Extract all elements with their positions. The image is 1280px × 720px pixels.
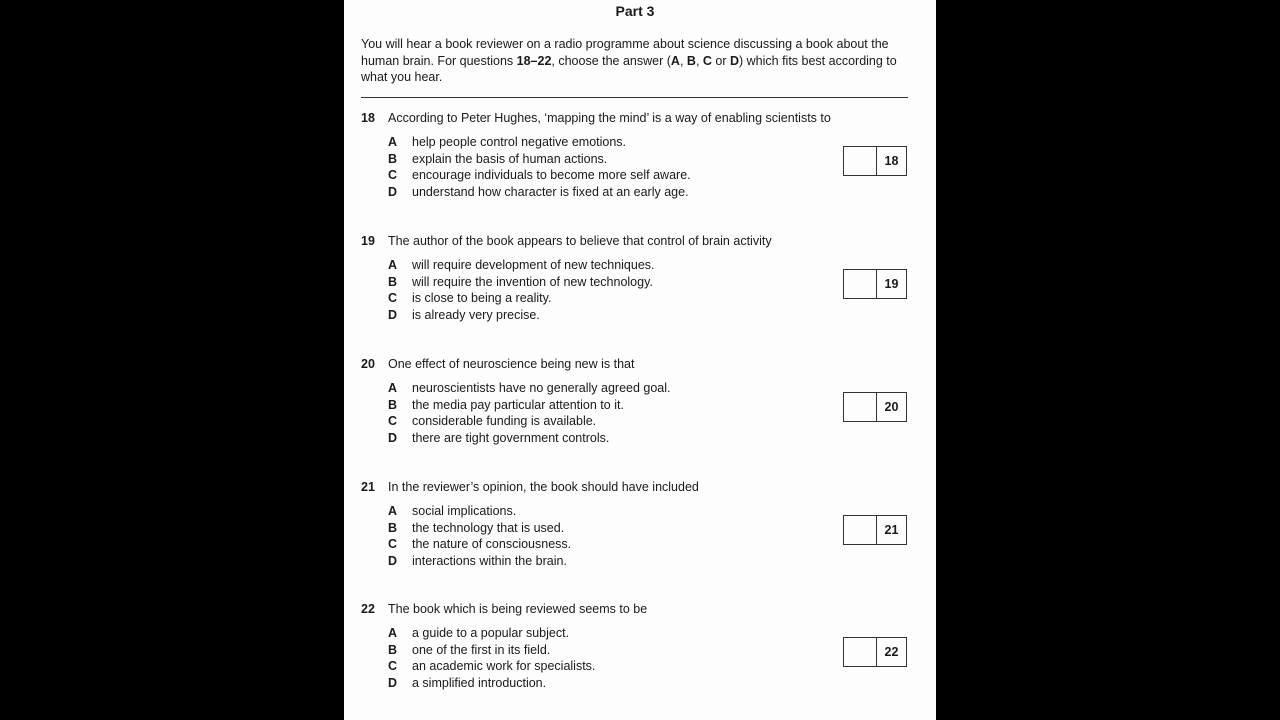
question-22 (344, 602, 936, 712)
question-range: 18–22 (516, 53, 552, 68)
option-letter: C (388, 537, 398, 551)
option-text: a simplified introduction. (412, 675, 547, 690)
option-text: is close to being a reality. (412, 291, 552, 305)
question-19 (344, 234, 936, 344)
option-text: encourage individuals to become more self aware. (412, 168, 691, 182)
answer-box-19[interactable] (843, 269, 907, 299)
question-number: 18 (361, 111, 375, 125)
option-letter: A (388, 381, 398, 395)
option-letter: B (388, 274, 398, 289)
option-letter: D (388, 675, 398, 690)
separator: or (711, 53, 730, 68)
question-stem: According to Peter Hughes, ‘mapping the mind’ is a way of enabling scientists to (388, 111, 831, 125)
option-letter: A (388, 258, 398, 272)
option-text: there are tight government controls. (412, 430, 610, 445)
option-text: is already very precise. (412, 307, 540, 322)
answer-box-label: 20 (884, 400, 899, 414)
answer-box-label: 18 (884, 154, 899, 168)
question-stem: In the reviewer’s opinion, the book should have included (388, 480, 699, 494)
answer-box-22[interactable] (843, 637, 907, 667)
option-text: neuroscientists have no generally agreed goal. (412, 381, 671, 395)
option-text: understand how character is fixed at an early age. (412, 184, 689, 199)
option-letter: B (388, 151, 398, 166)
option-text: one of the first in its field. (412, 642, 551, 657)
question-number: 20 (361, 357, 375, 371)
option-letter: D (388, 307, 398, 322)
option-letter: C (388, 168, 398, 182)
option-letter: D (388, 430, 398, 445)
divider (361, 97, 908, 98)
answer-box-label: 21 (884, 523, 899, 537)
option-letter: A (388, 135, 398, 149)
question-21 (344, 480, 936, 590)
answer-blank[interactable] (844, 147, 877, 175)
answer-box-18[interactable] (843, 146, 907, 176)
exam-page (344, 0, 936, 720)
option-letter: B (388, 642, 398, 657)
option-text: considerable funding is available. (412, 414, 597, 428)
answer-blank[interactable] (844, 270, 877, 298)
question-18 (344, 111, 936, 221)
question-20 (344, 357, 936, 467)
answer-box-20[interactable] (843, 392, 907, 422)
question-stem: One effect of neuroscience being new is that (388, 357, 635, 371)
question-stem: The author of the book appears to believe that control of brain activity (388, 234, 772, 248)
instructions-text: , choose the answer ( (551, 53, 671, 68)
answer-box-label: 22 (884, 645, 899, 659)
option-letter-b: B (686, 53, 696, 68)
question-number: 21 (361, 480, 375, 494)
option-text: an academic work for specialists. (412, 659, 596, 673)
question-number: 19 (361, 234, 375, 248)
option-letter: D (388, 553, 398, 568)
instructions-text: You will hear a book reviewer on a radio programme about science discussing a book about the human brain. For questions (361, 37, 889, 68)
option-letter: A (388, 504, 398, 518)
answer-blank[interactable] (844, 638, 877, 666)
option-letter: A (388, 626, 398, 640)
option-text: a guide to a popular subject. (412, 626, 570, 640)
part-title: Part 3 (615, 3, 655, 19)
answer-box-label: 19 (884, 277, 899, 291)
option-text: social implications. (412, 504, 517, 518)
instructions-text: ) which fits best according to what you hear. (361, 53, 897, 84)
option-letter: B (388, 397, 398, 412)
option-text: help people control negative emotions. (412, 135, 627, 149)
option-letter: D (388, 184, 398, 199)
option-letter: C (388, 291, 398, 305)
instructions (361, 36, 913, 86)
question-stem: The book which is being reviewed seems to be (388, 602, 648, 616)
option-letter: C (388, 414, 398, 428)
option-text: the media pay particular attention to it. (412, 397, 624, 412)
option-text: explain the basis of human actions. (412, 151, 608, 166)
option-letter-a: A (670, 53, 680, 68)
option-text: the technology that is used. (412, 520, 565, 535)
answer-box-21[interactable] (843, 515, 907, 545)
answer-blank[interactable] (844, 393, 877, 421)
option-text: interactions within the brain. (412, 553, 567, 568)
separator: , (679, 53, 687, 68)
option-text: the nature of consciousness. (412, 537, 572, 551)
option-letter-d: D (729, 53, 740, 68)
separator: , (695, 53, 703, 68)
option-letter-c: C (702, 53, 712, 68)
option-text: will require the invention of new technology. (412, 274, 653, 289)
option-letter: C (388, 659, 398, 673)
answer-blank[interactable] (844, 516, 877, 544)
option-text: will require development of new techniques. (412, 258, 655, 272)
option-letter: B (388, 520, 398, 535)
question-number: 22 (361, 602, 375, 616)
